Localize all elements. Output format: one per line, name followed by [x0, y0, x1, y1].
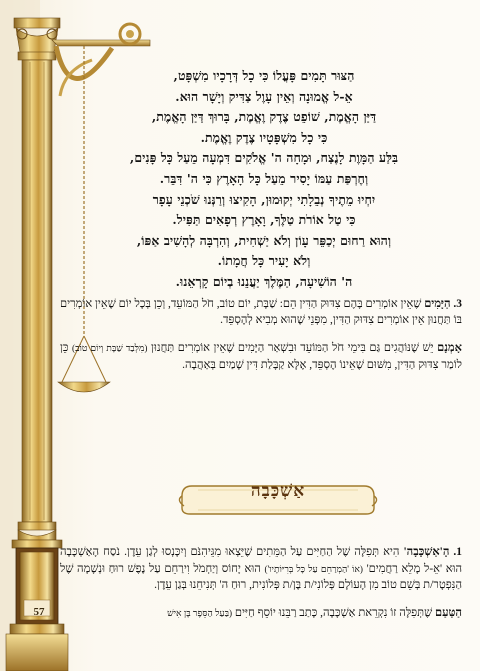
poem-line: וְלֹא יָעִיר כָּל חֲמָתוֹ. [217, 253, 311, 269]
paragraph-text: הוּא יָחוֹס וְיַחְמֹל וִירַחֵם עַל נֶפֶשׁ רוּחַ וּנְשָׁמָה שֶׁל הַנִּפְטָר/ת בְּשֵׁם טוֹב מִן הָעוֹלָם פְּלוֹנִי/ת בֶּן/ת פְּלוֹנִית, רוּחַ ה' תְּנִיחֵנוּ בְּגַן עֵדֶן. [60, 562, 462, 592]
poem-line: יִחְיוּ מֵתֶיךָ נְבֵלָתִי יְקוּמוּן, הָקִיצוּ וְרַנְּנוּ שֹׁכְנֵי עָפָר [152, 191, 376, 207]
paragraph-text: הִיא תְּפִלָּה שֶׁל הַחַיִּים עַל הַמֵּתִים שֶׁיֵּצְאוּ מִגֵּיהִנֹּם וְיִכָּנְסוּ לְגַן עֵדֶן. נֹסַח הָאַשְׁכָּבָה הוּא 'אֵ-ל מָלֵא רַחֲמִים' [60, 546, 462, 575]
poem-line: ה' הוֹשִׁיעָה, הַמֶּלֶךְ יַעֲנֵנוּ בְיוֹם קָרְאֵנוּ. [175, 273, 353, 289]
paragraph-lead: אָמְנָם [437, 342, 462, 355]
paragraph-amnam [60, 340, 462, 373]
paragraph-lead: 3. הַיָּמִים [424, 297, 462, 310]
paragraph-1-ashkava [60, 544, 462, 594]
poem-line: בִּלַּע הַמָּוֶת לָנֶצַח, וּמָחָה ה' אֱלֹקִים דִּמְעָה מֵעַל כָּל פָּנִים, [129, 150, 399, 166]
poem-line: דַּיַּן הָאֱמֶת, שׁוֹפֵט צֶדֶק וֶאֱמֶת, בָּרוּךְ דַּיַּן הָאֱמֶת, [151, 109, 377, 125]
paragraph-lead: 1. הָ'אַשְׁכָּבָה' [403, 546, 462, 558]
poem-line: כִּי כָל מִשְׁפָּטָיו צֶדֶק וֶאֱמֶת. [200, 129, 328, 145]
paragraph-lead: הַטַּעַם [435, 607, 462, 620]
paragraph-note: (מִלְּבַד שַׁבָּת וְיוֹם טוֹב) [72, 343, 148, 354]
paragraph-text: שֶׁאֵין אוֹמְרִים בָּהֶם צִדּוּק הַדִּין הֵם: שַׁבָּת, יוֹם טוֹב, חֹל הַמּוֹעֵד, וְכֵן בְּכָל יוֹם שֶׁאֵין אוֹמְרִים בּוֹ תַּחֲנוּן אֵין אוֹמְרִים צִדּוּק הַדִּין, מִפְּנֵי שֶׁהוּא מְבִיא לְהֶסְפֵּד. [59, 297, 462, 327]
poem-line: וְהוּא רַחוּם יְכַפֵּר עָוֹן וְלֹא יַשְׁחִית, וְהִרְבָּה לְהָשִׁיב אַפּוֹ, [136, 232, 392, 248]
main-text-lower [60, 541, 462, 633]
paragraph-text: שֶׁתְּפִלָּה זוֹ נִקְרֵאת אַשְׁכָּבָה, כָּתַב רַבֵּנוּ יוֹסֵף חַיִּים [232, 607, 435, 620]
poem-line: וְחֶרְפַּת עַמּוֹ יָסִיר מֵעַל כָּל הָאָרֶץ כִּי ה' דִּבֵּר. [159, 170, 369, 186]
poem-line: הַצּוּר תָּמִים פָּעֳלוֹ כִּי כָל דְּרָכָיו מִשְׁפָּט, [173, 68, 355, 83]
page-number: 57 [33, 606, 45, 618]
prayer-poem [60, 66, 468, 293]
paragraph-taam [60, 605, 462, 622]
paragraph-note: (אוֹ 'הַמְרַחֵם עַל כָּל בְּרִיּוֹתָיו') [264, 563, 363, 574]
paragraph-3-days [60, 296, 462, 329]
section-title: אַשְׁכָּבָה [250, 481, 306, 501]
paragraph-text: יֵשׁ שֶׁנּוֹהֲגִים גַּם בִּימֵי חֹל הַמּוֹעֵד וּבִשְׁאַר הַיָּמִים שֶׁאֵין אוֹמְרִים תַּחֲנוּן [147, 342, 438, 355]
main-text [60, 66, 462, 385]
paragraph-text: כֵּן לוֹמַר צִדּוּק הַדִּין, מִשּׁוּם שֶׁאֵינוֹ הֶסְפֵּד, אֶלָּא קַבָּלַת דִּין שָׁמַיִם בְּאַהֲבָה. [60, 342, 462, 371]
poem-line: כִּי טַל אוֹרֹת טַלֶּךָ, וָאָרֶץ רְפָאִים תַּפִּיל. [172, 212, 356, 228]
paragraph-note: (בַּעַל הַסֵּפֶר בֶּן אִישׁ [167, 608, 233, 619]
poem-line: אֵ-ל אֱמוּנָה וְאֵין עָוֶל צַדִּיק וְיָשָׁר הוּא. [175, 88, 353, 104]
